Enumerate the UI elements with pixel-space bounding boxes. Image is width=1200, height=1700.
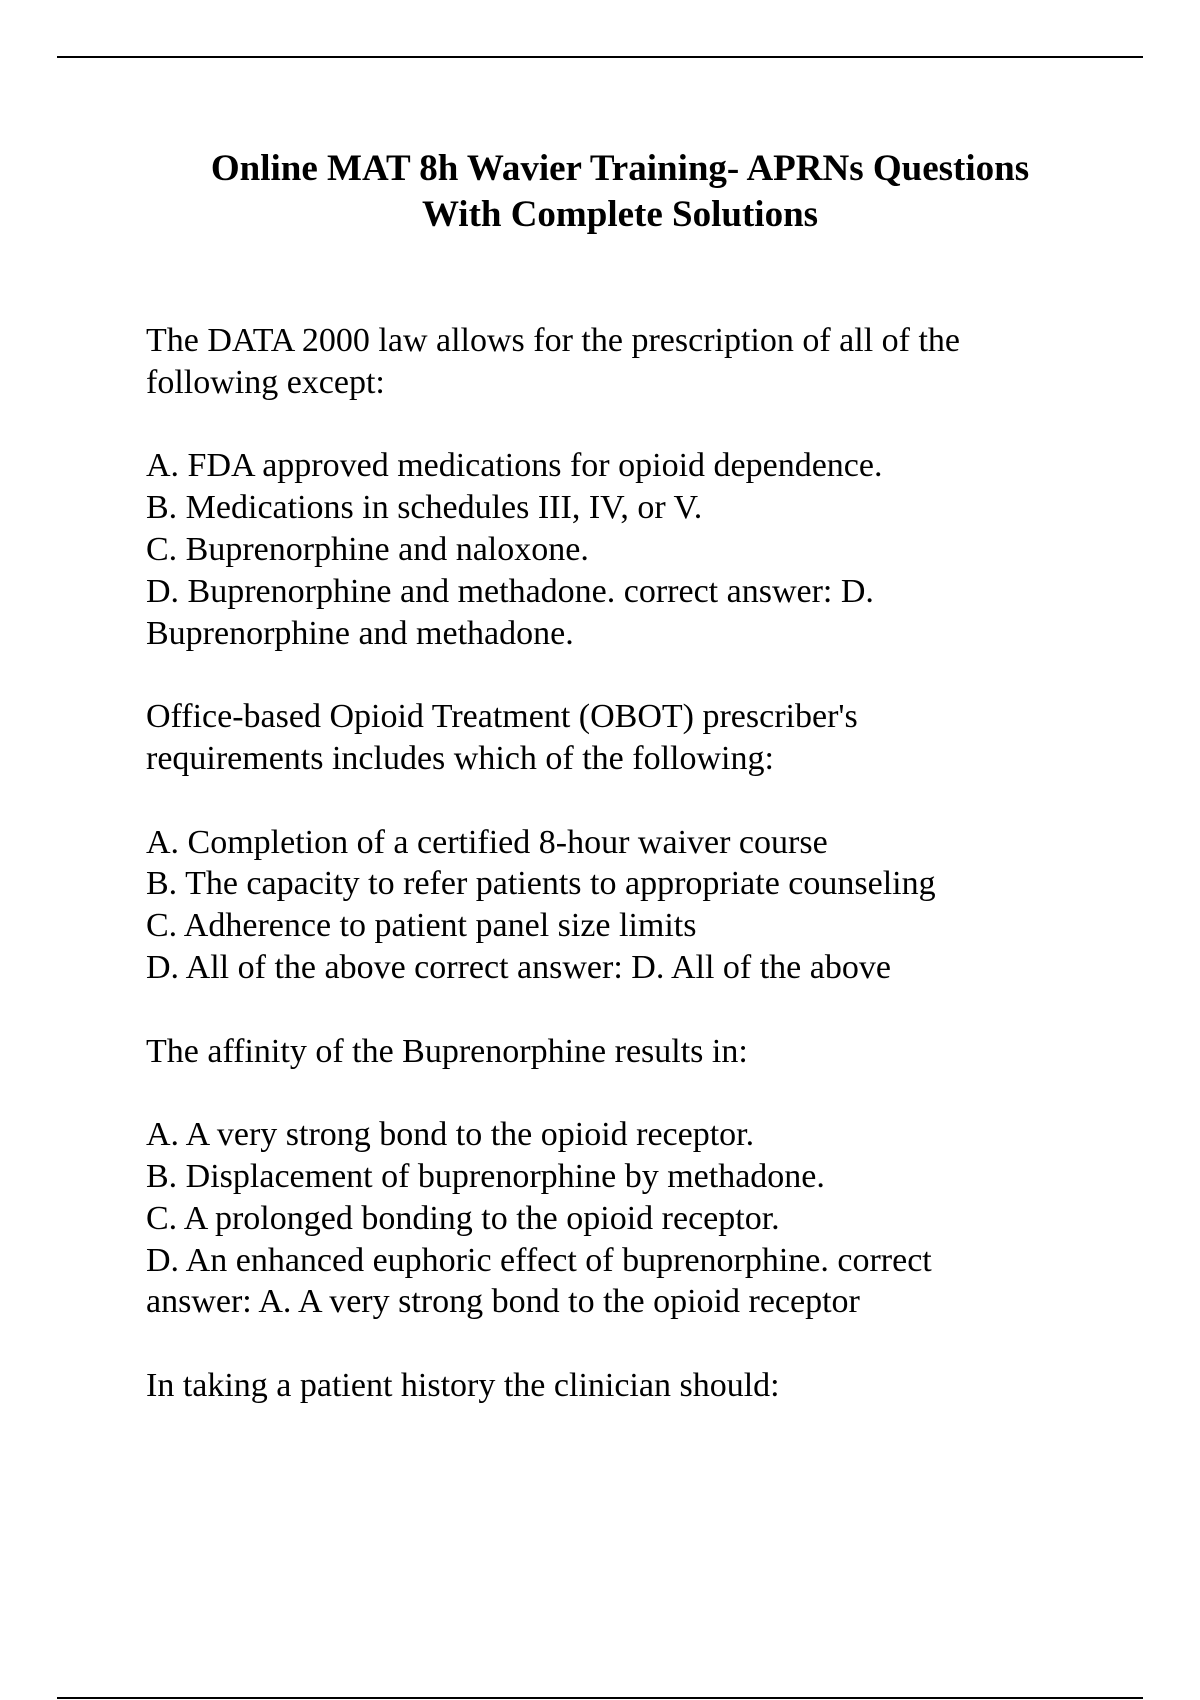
option-line-with-answer: D. Buprenorphine and methadone. correct answer: D. bbox=[146, 572, 874, 610]
answer-line: Buprenorphine and methadone. bbox=[146, 614, 574, 652]
option-line-with-answer: D. An enhanced euphoric effect of buprenorphine. correct bbox=[146, 1241, 932, 1279]
question-prompt bbox=[146, 1031, 1096, 1073]
prompt-line: The DATA 2000 law allows for the prescription of all of the bbox=[146, 322, 961, 359]
question-prompt bbox=[146, 696, 1096, 780]
document-body bbox=[146, 320, 1096, 1449]
option-line: A. FDA approved medications for opioid dependence. bbox=[146, 447, 883, 485]
option-line: B. The capacity to refer patients to appropriate counseling bbox=[146, 865, 936, 903]
question-options bbox=[146, 445, 1096, 654]
document-title bbox=[0, 146, 1200, 238]
option-line: A. A very strong bond to the opioid receptor. bbox=[146, 1116, 755, 1154]
question-options bbox=[146, 822, 1096, 989]
prompt-line: The affinity of the Buprenorphine results in: bbox=[146, 1032, 748, 1070]
bottom-rule bbox=[57, 1697, 1143, 1699]
option-line: C. Adherence to patient panel size limits bbox=[146, 907, 697, 945]
prompt-line: Office-based Opioid Treatment (OBOT) prescriber's bbox=[146, 698, 858, 736]
option-line-with-answer: D. All of the above correct answer: D. All of the above bbox=[146, 948, 891, 986]
title-line: With Complete Solutions bbox=[421, 194, 819, 235]
prompt-line: In taking a patient history the clinician should: bbox=[146, 1366, 780, 1404]
option-line: B. Displacement of buprenorphine by methadone. bbox=[146, 1157, 825, 1195]
question-options bbox=[146, 1114, 1096, 1323]
answer-line: answer: A. A very strong bond to the opioid receptor bbox=[146, 1283, 860, 1321]
question-prompt bbox=[146, 1365, 1096, 1407]
prompt-line: following except: bbox=[146, 363, 385, 401]
option-line: A. Completion of a certified 8-hour waiver course bbox=[146, 823, 828, 861]
option-line: B. Medications in schedules III, IV, or V. bbox=[146, 489, 703, 527]
top-rule bbox=[57, 56, 1143, 58]
question-prompt bbox=[146, 320, 1096, 404]
prompt-line: requirements includes which of the following: bbox=[146, 739, 774, 777]
title-line: Online MAT 8h Wavier Training- APRNs Questions bbox=[210, 148, 1030, 189]
option-line: C. A prolonged bonding to the opioid receptor. bbox=[146, 1199, 780, 1237]
option-line: C. Buprenorphine and naloxone. bbox=[146, 530, 589, 568]
